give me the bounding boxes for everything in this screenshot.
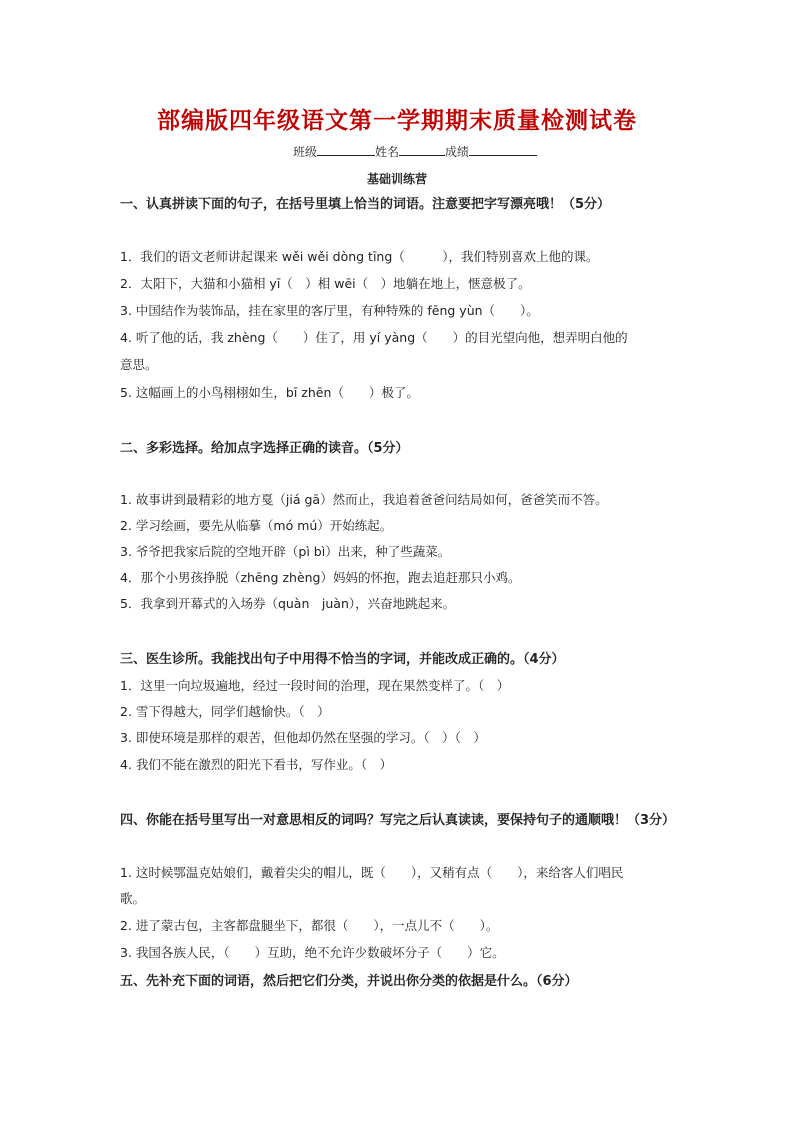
question-item: 3. 即使环境是那样的艰苦，但他却仍然在坚强的学习。（ ）（ ） [120, 730, 486, 745]
question-item: 1. 这时候鄂温克姑娘们，戴着尖尖的帽儿，既（ ），又稍有点（ ），来给客人们唱民 [120, 865, 624, 880]
section-5-heading: 五、先补充下面的词语，然后把它们分类，并说出你分类的依据是什么。（6分） [120, 974, 578, 989]
question-item: 4．那个小男孩挣脱（zhēng zhèng）妈妈的怀抱，跑去追赶那只小鸡。 [120, 570, 521, 585]
class-label: 班级 [293, 145, 318, 159]
question-item: 4. 我们不能在激烈的阳光下看书，写作业。（ ） [120, 757, 393, 772]
section-4-heading: 四、你能在括号里写出一对意思相反的词吗？写完之后认真读读，要保持句子的通顺哦！（3分） [120, 813, 676, 828]
score-blank[interactable] [469, 143, 537, 156]
section-1-heading: 一、认真拼读下面的句子，在括号里填上恰当的词语。注意要把字写漂亮哦！（5分） [120, 197, 611, 212]
section-subtitle: 基础训练营 [366, 172, 427, 186]
class-blank[interactable] [317, 143, 375, 156]
question-item: 1. 故事讲到最精彩的地方戛（jiá gā）然而止，我追着爸爸问结局如何，爸爸笑而不答。 [120, 492, 608, 507]
question-item: 2．太阳下，大猫和小猫相 yī（ ）相 wēi（ ）地躺在地上，惬意极了。 [120, 276, 531, 291]
question-item: 1．这里一向垃圾遍地，经过一段时间的治理，现在果然变样了。（ ） [120, 678, 510, 693]
section-3-heading: 三、医生诊所。我能找出句子中用得不恰当的字词，并能改成正确的。（4分） [120, 652, 565, 667]
question-item: 3. 爷爷把我家后院的空地开辟（pì bì）出来，种了些蔬菜。 [120, 544, 451, 559]
question-item-continued: 歌。 [120, 891, 146, 906]
question-item: 5．我拿到开幕式的入场券（quàn juàn），兴奋地跳起来。 [120, 596, 456, 611]
question-item-continued: 意思。 [120, 357, 158, 372]
page-title: 部编版四年级语文第一学期期末质量检测试卷 [157, 108, 637, 134]
question-item: 2. 雪下得越大，同学们越愉快。（ ） [120, 704, 330, 719]
question-item: 3. 中国结作为装饰品，挂在家里的客厅里，有种特殊的 fēng yùn（ ）。 [120, 303, 539, 318]
question-item: 3. 我国各族人民，（ ）互助，绝不允许少数破坏分子（ ）它。 [120, 945, 505, 960]
question-item: 2. 学习绘画，要先从临摹（mó mú）开始练起。 [120, 518, 393, 533]
question-item: 1．我们的语文老师讲起课来 wěi wěi dòng tīng（ ），我们特别喜欢上他的课。 [120, 249, 599, 264]
score-label: 成绩 [445, 145, 470, 159]
name-blank[interactable] [399, 143, 445, 156]
question-item: 2. 进了蒙古包，主客都盘腿坐下，都很（ ），一点儿不（ ）。 [120, 918, 499, 933]
question-item: 5. 这幅画上的小鸟栩栩如生，bī zhēn（ ）极了。 [120, 385, 419, 400]
name-label: 姓名 [375, 145, 400, 159]
question-item: 4. 听了他的话，我 zhèng（ ）住了，用 yí yàng（ ）的目光望向他，想弄明白他的 [120, 330, 628, 345]
student-info-line [293, 143, 537, 160]
section-2-heading: 二、多彩选择。给加点字选择正确的读音。（5分） [120, 441, 409, 456]
